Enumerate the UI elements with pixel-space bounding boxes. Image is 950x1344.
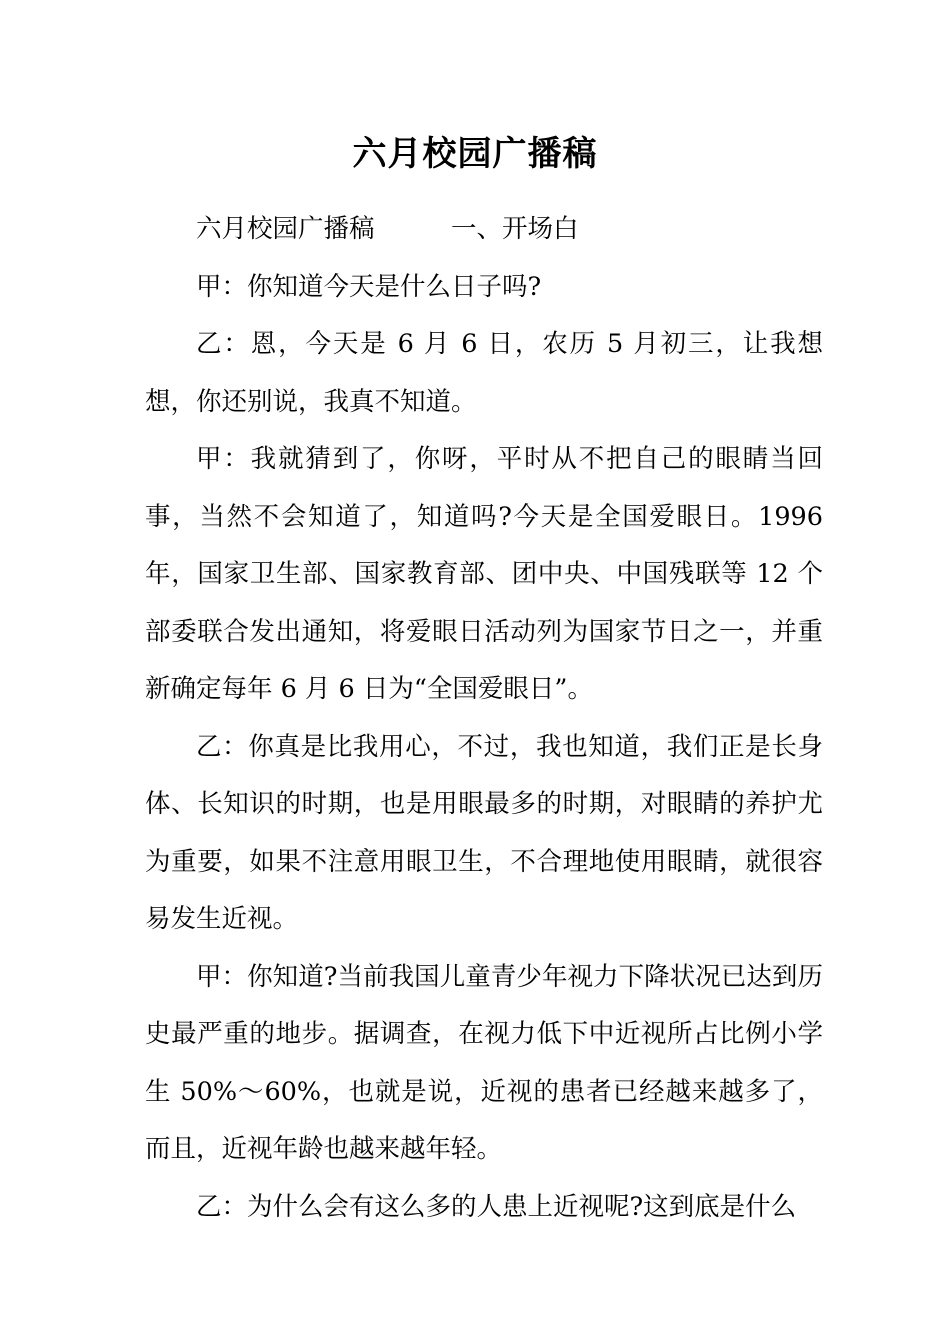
paragraph-jia-2: 甲：我就猜到了，你呀，平时从不把自己的眼睛当回事，当然不会知道了，知道吗?今天是全国爱眼日。1996 年，国家卫生部、国家教育部、团中央、中国残联等 12 个部委联合发出通知，将爱眼日活动列为国家节日之一，并重新确定每年 6 月 6 日为“全国爱眼日”。 [145, 444, 832, 704]
paragraph-yi-2: 乙：你真是比我用心，不过，我也知道，我们正是长身体、长知识的时期，也是用眼最多的时期，对眼睛的养护尤为重要，如果不注意用眼卫生，不合理地使用眼睛，就很容易发生近视。 [145, 731, 823, 934]
paragraph-yi-3: 乙：为什么会有这么多的人患上近视呢?这到底是什么 [196, 1191, 797, 1222]
paragraph-jia-3: 甲：你知道?当前我国儿童青少年视力下降状况已达到历史最严重的地步。据调查，在视力低下中近视所占比例小学生 50%～60%，也就是说，近视的患者已经越来越多了，而且，近视年龄也越来越年轻。 [145, 961, 823, 1164]
paragraph-heading-line: 六月校园广播稿 一、开场白 [196, 214, 579, 244]
paragraph-jia-1: 甲：你知道今天是什么日子吗? [196, 271, 542, 302]
paragraph-yi-1: 乙：恩，今天是 6 月 6 日，农历 5 月初三，让我想想，你还别说，我真不知道。 [145, 329, 823, 417]
document-body [145, 201, 832, 1236]
document-title: 六月校园广播稿 [352, 134, 598, 174]
